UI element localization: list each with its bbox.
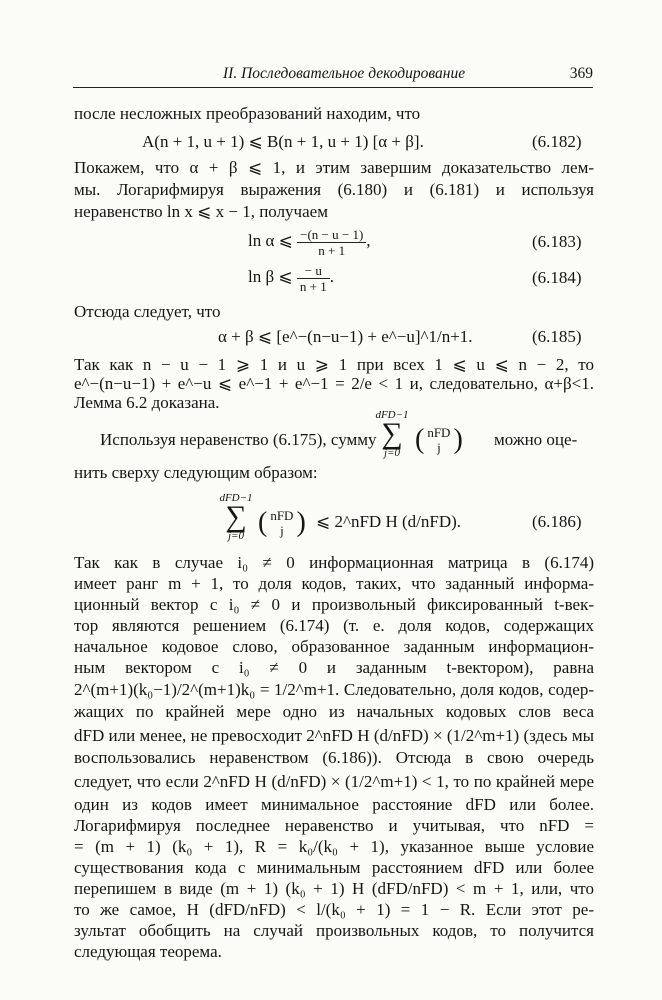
paragraph-line: существования кода с минимальным расстоянием dFD или более — [74, 858, 594, 877]
binom-bottom: j — [280, 523, 284, 539]
header-rule — [73, 87, 593, 88]
binomial: ( nFD j ) — [258, 507, 306, 539]
paragraph-line: Логарифмируя последнее неравенство и учитывая, что nFD = — [74, 816, 594, 835]
paragraph-line: тор являются решением (6.174) (т. е. доля кодов, содержащих — [74, 616, 594, 635]
paragraph-line: жащих по крайней мере одно из начальных кодовых слов веса — [74, 702, 594, 721]
equation-6-182: A(n + 1, u + 1) ⩽ B(n + 1, u + 1) [α + β]. — [142, 132, 424, 151]
equation-lhs: ln β ⩽ — [248, 267, 293, 286]
binom-top: nFD — [270, 508, 294, 524]
paragraph-line: имеет ранг m + 1, то доля кодов, таких, что заданный информа- — [74, 574, 594, 593]
fraction — [297, 227, 366, 258]
paragraph-line: Так как в случае i₀ ≠ 0 информационная матрица в (6.174) — [74, 553, 594, 572]
running-header — [73, 63, 593, 87]
paragraph-line: то же самое, H (dFD/nFD) < l/(k₀ + 1) = 1 − R. Если этот ре- — [74, 900, 594, 919]
paragraph-line: после несложных преобразований находим, что — [74, 104, 421, 123]
binomial: ( nFD j ) — [415, 424, 463, 456]
equation-number: (6.185) — [532, 327, 582, 346]
numerator: − u — [297, 263, 330, 279]
equation-number: (6.182) — [532, 132, 582, 151]
paragraph-line: один из кодов имеет минимальное расстояние dFD или более. — [74, 795, 594, 814]
binom-top: nFD — [427, 425, 451, 441]
numerator: −(n − u − 1) — [297, 227, 366, 243]
paragraph-line: 2^(m+1)(k₀−1)/2^(m+1)k₀ = 1/2^m+1. Следовательно, доля кодов, содер- — [74, 680, 594, 699]
equation-lhs: ln α ⩽ — [248, 231, 293, 250]
paragraph-line: неравенство ln x ⩽ x − 1, получаем — [74, 202, 328, 221]
paragraph-line: перепишем в виде (m + 1) (k₀ + 1) H (dFD/nFD) < m + 1, или, что — [74, 879, 594, 898]
paragraph-line: = (m + 1) (k₀ + 1), R = k₀/(k₀ + 1), указанное выше условие — [74, 837, 594, 856]
equation-number: (6.186) — [532, 512, 582, 531]
paragraph-line: dFD или менее, не превосходит 2^nFD H (d/nFD) × (1/2^m+1) (здесь мы — [74, 726, 594, 745]
paragraph-line: нить сверху следующим образом: — [74, 463, 318, 482]
sigma-symbol: ∑ — [381, 417, 403, 450]
paragraph-line: ционный вектор с i₀ ≠ 0 и произвольный фиксированный t-век- — [74, 595, 594, 614]
paragraph-line: Лемма 6.2 доказана. — [74, 393, 220, 412]
paragraph-line: Покажем, что α + β ⩽ 1, и этим завершим доказательство лем- — [74, 158, 594, 177]
binom-bottom: j — [437, 440, 441, 456]
page-number: 369 — [569, 65, 593, 82]
equation-number: (6.183) — [532, 232, 582, 251]
paragraph-line: Используя неравенство (6.175), сумму — [100, 430, 377, 449]
paragraph-line: Отсюда следует, что — [74, 302, 221, 321]
sum-lower-limit: j=0 — [228, 530, 244, 542]
sum-upper-limit: dFD−1 — [375, 409, 409, 421]
equation-6-184: ln β ⩽ $\frac{- u}{n + 1}$ . — [248, 262, 334, 294]
equation-6-186: ⩽ 2^nFD H (d/nFD). — [316, 512, 462, 531]
summation — [214, 492, 258, 542]
denominator: n + 1 — [299, 278, 327, 294]
paragraph-line: следует, что если 2^nFD H (d/nFD) × (1/2^m+1) < 1, то по крайней мере — [74, 772, 594, 791]
paragraph-line: зультат обобщить на случай произвольных кодов, то получится — [74, 921, 594, 940]
sum-lower-limit: j=0 — [384, 447, 400, 459]
paragraph-line: следующая теорема. — [74, 942, 222, 961]
paragraph-line: можно оце- — [494, 430, 578, 449]
paragraph-line: Так как n − u − 1 ⩾ 1 и u ⩾ 1 при всех 1 ⩽ u ⩽ n − 2, то — [74, 355, 594, 374]
paragraph-line: начальное кодовое слово, образованное заданным информацион- — [74, 637, 594, 656]
equation-number: (6.184) — [532, 268, 582, 287]
summation — [370, 409, 414, 459]
sigma-symbol: ∑ — [225, 500, 247, 533]
paragraph-line: мы. Логарифмируя выражения (6.180) и (6.181) и используя — [74, 180, 594, 199]
sum-upper-limit: dFD−1 — [219, 492, 253, 504]
equation-6-183: ln α ⩽ $\frac{-(n - u - 1)}{n + 1}$ , — [248, 226, 371, 258]
paragraph-line: ным вектором с i₀ ≠ 0 и заданным t-вектором), равна — [74, 658, 594, 677]
paragraph-line: e^−(n−u−1) + e^−u ⩽ e^−1 + e^−1 = 2/e < 1 и, следовательно, α+β<1. — [74, 374, 594, 393]
paragraph-line: воспользовались неравенством (6.186)). Отсюда в свою очередь — [74, 748, 594, 767]
fraction — [297, 263, 330, 294]
denominator: n + 1 — [318, 242, 346, 258]
chapter-title: II. Последовательное декодирование — [223, 65, 466, 82]
equation-6-185: α + β ⩽ [e^−(n−u−1) + e^−u]^1/n+1. — [218, 327, 473, 346]
